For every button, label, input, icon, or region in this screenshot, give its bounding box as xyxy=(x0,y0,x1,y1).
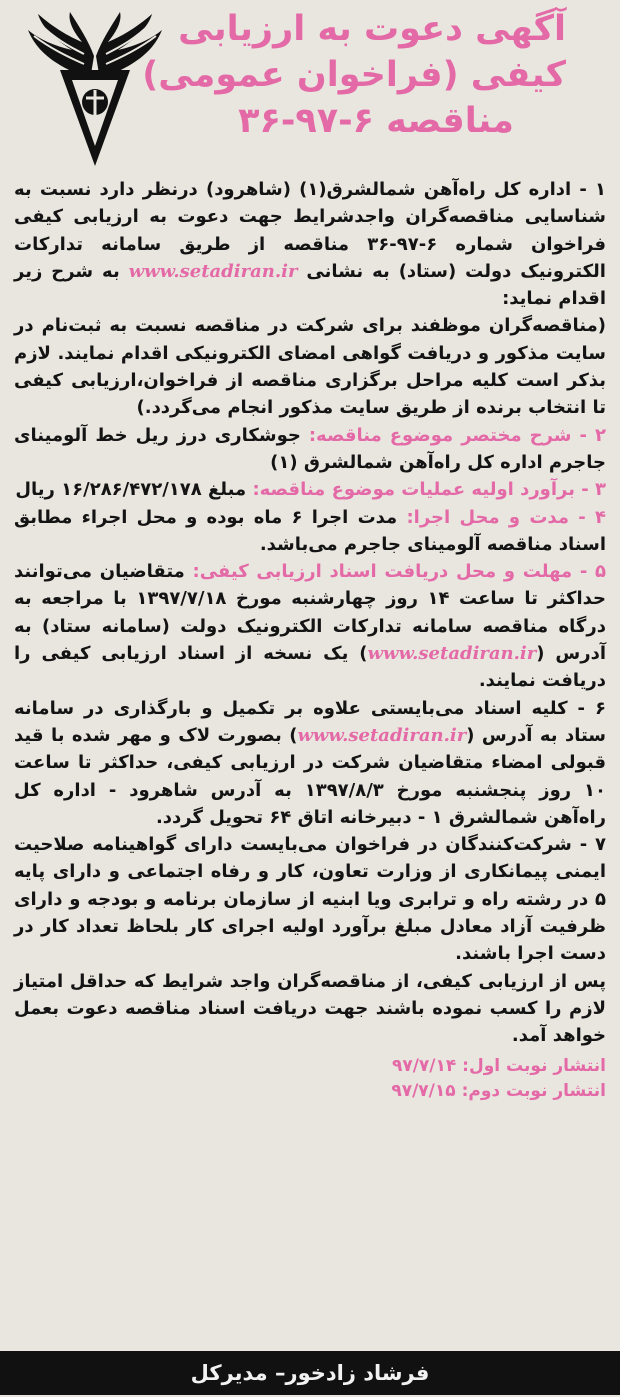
closing-paragraph: پس از ارزیابی کیفی، از مناقصه‌گران واجد شرایط که حداقل امتیاز لازم را کسب نموده باشند جهت دریافت اسناد مناقصه دعوت بعمل خواهد آمد. xyxy=(14,970,606,1047)
item-4: ۴ - مدت و محل اجرا: مدت اجرا ۶ ماه بوده و محل اجراء مطابق اسناد مناقصه آلومینای جاجرم می‌باشد. xyxy=(14,506,606,555)
director-signature: فرشاد زادخور– مدیرکل xyxy=(190,1361,430,1385)
second-publication: انتشار نوبت دوم: ۹۷/۷/۱۵ xyxy=(391,1080,606,1101)
title-line-2: کیفی (فراخوان عمومی) xyxy=(142,55,566,95)
title-line-3: مناقصه ۶-۹۷-۳۶ xyxy=(238,101,514,141)
ad-body xyxy=(14,176,606,1104)
header xyxy=(14,6,606,176)
publication-dates xyxy=(14,1054,606,1104)
item-3-label: ۳ - برآورد اولیه عملیات موضوع مناقصه: xyxy=(252,479,606,501)
item-3: ۳ - برآورد اولیه عملیات موضوع مناقصه: مبلغ ۱۶/۲۸۶/۴۷۲/۱۷۸ ریال xyxy=(15,479,606,501)
item-7: ۷ - شرکت‌کنندگان در فراخوان می‌بایست دارای گواهینامه صلاحیت ایمنی پیمانکاری از وزارت تعاون، کار و رفاه اجتماعی و دارای پایه ۵ در رشته راه و ترابری ویا ابنیه از سازمان برنامه و بودجه و دارای ظرفیت آزاد معادل مبلغ برآورد اولیه اجرای کار بلحاظ تعداد کار در دست اجرا باشند. xyxy=(14,834,606,965)
item-6: ۶ - کلیه اسناد می‌بایستی علاوه بر تکمیل و بارگذاری در سامانه ستاد به آدرس (www.setadiran.ir) بصورت لاک و مهر شده با قید قبولی امضاء متقاضیان شرکت در ارزیابی کیفی، حداکثر تا ساعت ۱۰ روز پنجشنبه مورخ ۱۳۹۷/۸/۳ به آدرس شاهرود - اداره کل راه‌آهن شمالشرق ۱ - دبیرخانه اتاق ۶۴ تحویل گردد. xyxy=(14,697,607,828)
website-link[interactable]: www.setadiran.ir xyxy=(297,724,467,746)
title-line-1: آگهی دعوت به ارزیابی xyxy=(178,9,566,49)
estimated-amount: ۱۶/۲۸۶/۴۷۲/۱۷۸ xyxy=(61,479,202,501)
ad-title xyxy=(142,6,566,144)
signature-bar xyxy=(0,1351,620,1395)
item-2-label: ۲ - شرح مختصر موضوع مناقصه: xyxy=(308,424,606,446)
website-link[interactable]: www.setadiran.ir xyxy=(367,643,537,665)
item-2: ۲ - شرح مختصر موضوع مناقصه: جوشکاری درز ریل خط آلومینای جاجرم اداره کل راه‌آهن شمالشرق (۱) xyxy=(14,424,606,473)
item-4-label: ۴ - مدت و محل اجرا: xyxy=(406,506,606,528)
item-5-label: ۵ - مهلت و محل دریافت اسناد ارزیابی کیفی: xyxy=(192,561,606,583)
railway-winged-emblem-icon xyxy=(20,10,170,170)
item-1-note: (مناقصه‌گران موظفند برای شرکت در مناقصه نسبت به ثبت‌نام در سایت مذکور و دریافت گواهی امضای الکترونیکی اقدام نمایند. لازم بذکر است کلیه مراحل برگزاری مناقصه از فراخوان،ارزیابی کیفی تا انتخاب برنده از طریق سایت مذکور انجام می‌گردد.) xyxy=(14,315,606,419)
website-link[interactable]: www.setadiran.ir xyxy=(128,260,298,282)
first-publication: انتشار نوبت اول: ۹۷/۷/۱۴ xyxy=(391,1055,606,1076)
item-1: ۱ - اداره کل راه‌آهن شمالشرق(۱) (شاهرود) درنظر دارد نسبت به شناسایی مناقصه‌گران واجدشرایط جهت دعوت به ارزیابی کیفی فراخوان شماره ۶-۹۷-۳۶ مناقصه از طریق سامانه تدارکات الکترونیک دولت (ستاد) به نشانی www.setadiran.ir به شرح زیر اقدام نماید: xyxy=(14,179,607,310)
item-5: ۵ - مهلت و محل دریافت اسناد ارزیابی کیفی: متقاضیان می‌توانند حداکثر تا ساعت ۱۴ روز چهارشنبه مورخ ۱۳۹۷/۷/۱۸ با مراجعه به درگاه مناقصه سامانه تدارکات الکترونیک دولت (سامانه ستاد) به آدرس (www.setadiran.ir) یک نسخه از اسناد ارزیابی کیفی را دریافت نمایند. xyxy=(14,561,606,692)
